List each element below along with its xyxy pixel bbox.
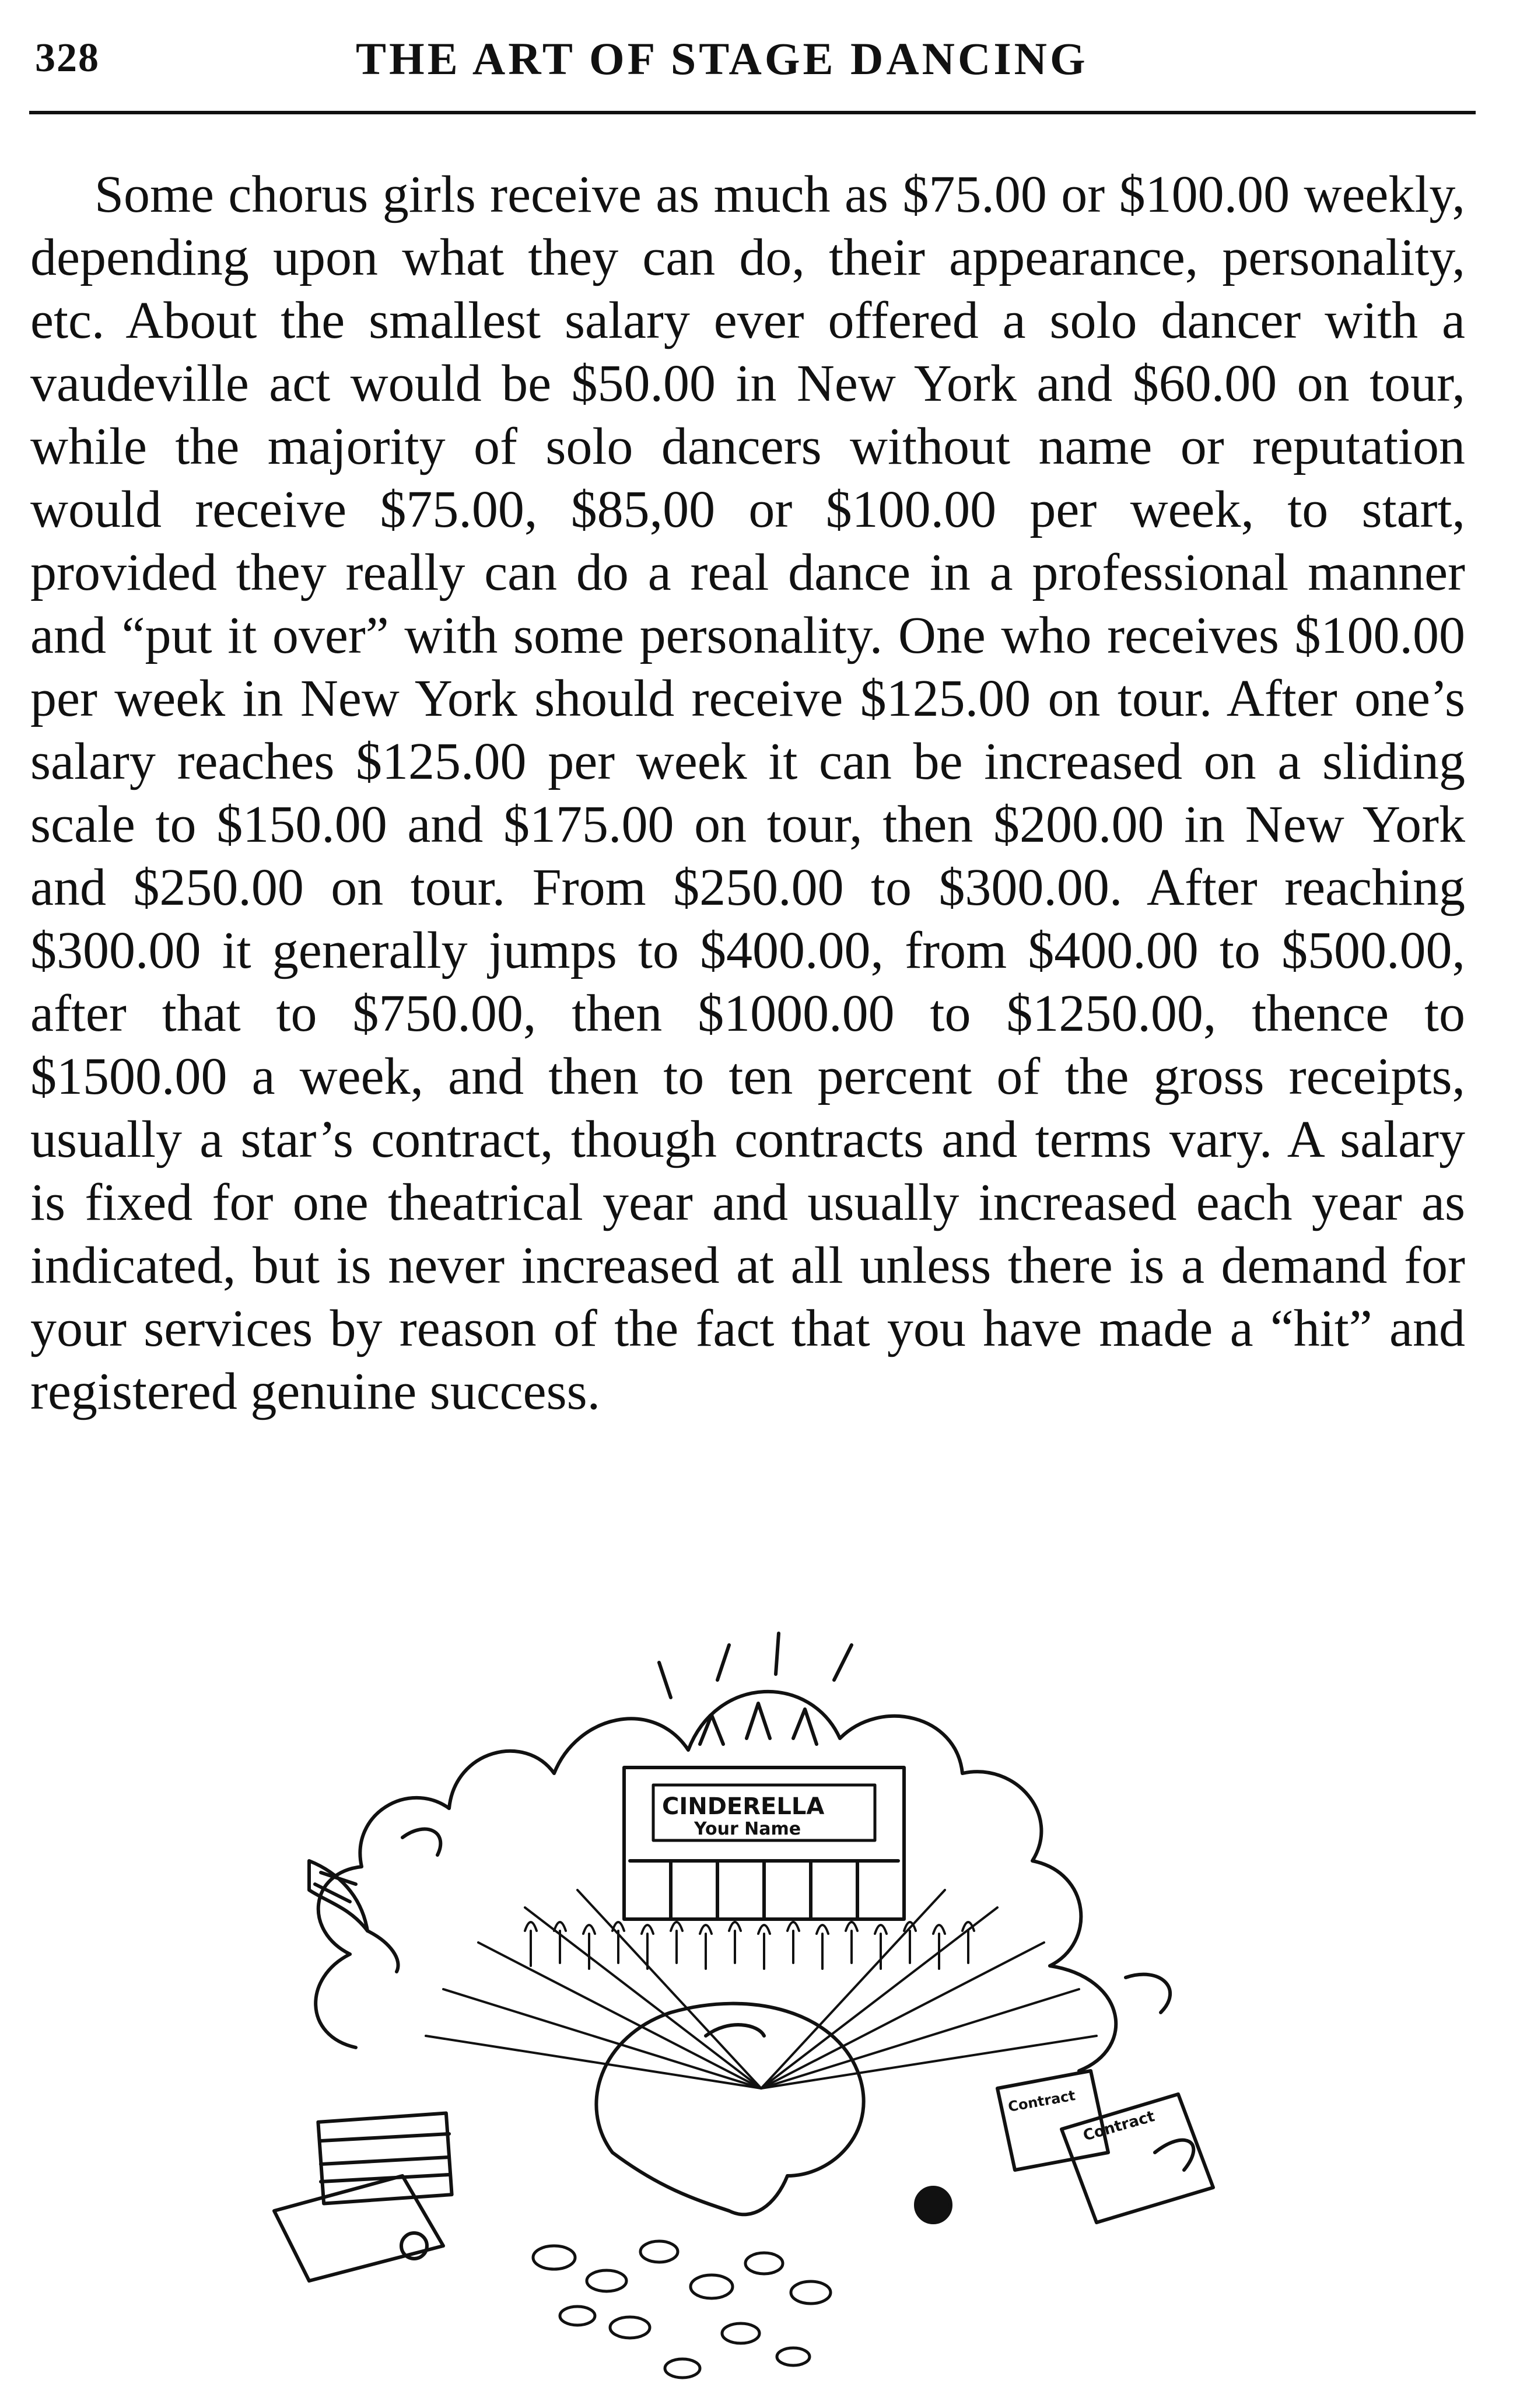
theatre-building [624,1633,904,1919]
contract-label: Contract [1007,2087,1077,2115]
eagle [309,1861,398,1972]
salary-success-illustration [251,1628,1272,2398]
running-title: THE ART OF STAGE DANCING [356,33,1088,84]
marquee-name: Your Name [694,1819,801,1839]
coins [533,2241,831,2378]
contract-label: Contract [1081,2108,1157,2145]
moneybag [596,2004,863,2215]
crowd [525,1922,974,1969]
page-number: 328 [35,36,100,80]
body-paragraph: Some chorus girls receive as much as $75.00 or $100.00 weekly, depending upon what they can do, their appearance, personality, etc. About the smallest salary ever offered a solo dancer with a vaudeville act would be $50.00 in New York and $60.00 on tour, while the majority of solo dancers without name or reputation would receive $75.00, $85,00 or $100.00 per week, to start, provided they really can do a real dance in a professional manner and “put it over” with some personality. One who receives $100.00 per week in New York should receive $125.00 on tour. After one’s salary reaches $125.00 per week it can be increased on a sliding scale to $150.00 and $175.00 on tour, then $200.00 in New York and $250.00 on tour. From $250.00 to $300.00. After reaching $300.00 it generally jumps to $400.00, from $400.00 to $500.00, after that to $750.00, then $1000.00 to $1250.00, thence to $1500.00 a week, and then to ten percent of the gross receipts, usually a star’s contract, though contracts and terms vary. A salary is fixed for one theatrical year and usually increased each year as indicated, but is never increased at all unless there is a demand for your services by reason of the fact that you have made a “hit” and registered genuine success. [30,166,1465,1420]
cloud-outline [1050,1966,1116,2071]
banknote-stack [318,2113,451,2203]
marquee-title: CINDERELLA [662,1793,825,1820]
cloud-outline [316,1954,356,2048]
document-left [274,2176,443,2281]
page-header [29,23,1476,114]
